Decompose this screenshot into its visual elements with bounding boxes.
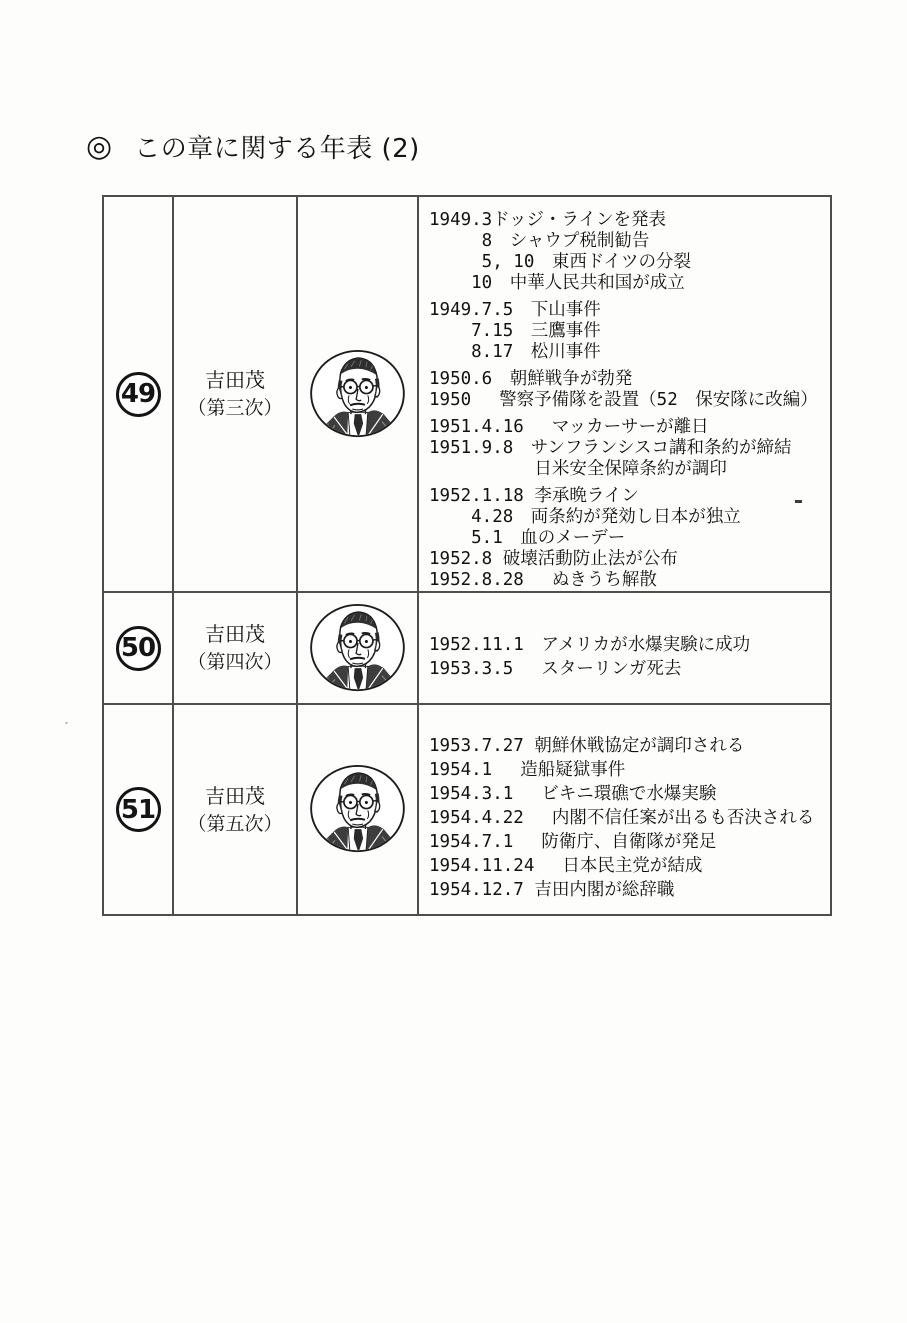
- event-line: 1951.9.8 サンフランシスコ講和条約が締結: [429, 438, 792, 458]
- cabinet-number-cell: [103, 592, 173, 704]
- event-line: 1951.4.16 マッカーサーが離日: [429, 417, 709, 437]
- timeline-table: [102, 195, 832, 916]
- event-line: 1953.3.5 スターリンガ死去: [429, 658, 682, 679]
- pm-portrait-cell: [297, 704, 418, 915]
- event-line: 1953.7.27 朝鮮休戦協定が調印される: [429, 736, 745, 756]
- event-line: 1950 警察予備隊を設置（52 保安隊に改編）: [429, 390, 818, 410]
- pm-name-cell: [173, 704, 297, 915]
- events-cell: [418, 196, 831, 592]
- events-cell: [418, 704, 831, 915]
- table-row: [103, 592, 831, 704]
- event-line: 日米安全保障条約が調印: [429, 459, 727, 479]
- page-title-text: この章に関する年表 (2): [134, 134, 420, 164]
- event-line: 5.1 血のメーデー: [429, 528, 626, 548]
- table-row: [103, 704, 831, 915]
- pm-portrait-cell: [297, 592, 418, 704]
- yoshida-shigeru-portrait: [306, 600, 409, 697]
- event-line: 1954.1 造船疑獄事件: [429, 760, 626, 780]
- event-line: 1952.8.28 ぬきうち解散: [429, 570, 657, 590]
- event-line: 1949.3ドッジ・ラインを発表: [429, 210, 666, 230]
- pm-name-cell: [173, 196, 297, 592]
- event-line: 1949.7.5 下山事件: [429, 300, 601, 320]
- event-line: 1954.7.1 防衛庁、自衛隊が発足: [429, 832, 717, 852]
- event-line: 5, 10 東西ドイツの分裂: [429, 252, 691, 272]
- pm-portrait-cell: [297, 196, 418, 592]
- event-list: [429, 734, 826, 902]
- pm-term: （第五次）: [187, 812, 283, 835]
- scan-artifact-dash: [795, 500, 802, 503]
- yoshida-shigeru-portrait: [306, 761, 409, 858]
- cabinet-number-badge: 51: [116, 787, 161, 832]
- pm-name: 吉田茂: [205, 368, 265, 392]
- event-line: 1952.8 破壊活動防止法が公布: [429, 549, 678, 569]
- cabinet-number-badge: 50: [116, 626, 161, 671]
- cabinet-number-cell: [103, 196, 173, 592]
- table-row: [103, 196, 831, 592]
- event-line: 1954.12.7 吉田内閣が総辞職: [429, 880, 675, 900]
- event-line: 1952.1.18 李承晩ライン: [429, 486, 639, 506]
- page-title: [86, 128, 420, 165]
- cabinet-number-badge: 49: [116, 372, 161, 417]
- event-line: 8 シャウプ税制勧告: [429, 231, 650, 251]
- event-list: [429, 210, 826, 591]
- yoshida-shigeru-portrait: [306, 346, 409, 443]
- events-cell: [418, 592, 831, 704]
- event-line: 1954.4.22 内閣不信任案が出るも否決される: [429, 808, 815, 828]
- pm-term: （第三次）: [187, 397, 283, 419]
- event-line: 1954.3.1 ビキニ環礁で水爆実験: [429, 784, 717, 804]
- event-line: 4.28 両条約が発効し日本が独立: [429, 507, 741, 527]
- pm-name: 吉田茂: [205, 622, 265, 646]
- double-circle-bullet-icon: ◎: [86, 128, 113, 164]
- pm-name: 吉田茂: [205, 783, 265, 808]
- event-line: 8.17 松川事件: [429, 342, 601, 362]
- event-list: [429, 633, 826, 681]
- event-line: 1952.11.1 アメリカが水爆実験に成功: [429, 634, 751, 655]
- pm-name-cell: [173, 592, 297, 704]
- event-line: 1950.6 朝鮮戦争が勃発: [429, 369, 633, 389]
- pm-term: （第四次）: [187, 651, 283, 673]
- event-line: 10 中華人民共和国が成立: [429, 273, 685, 293]
- event-line: 7.15 三鷹事件: [429, 321, 601, 341]
- event-line: 1954.11.24 日本民主党が結成: [429, 856, 703, 876]
- scan-artifact-speck: [65, 722, 68, 724]
- cabinet-number-cell: [103, 704, 173, 915]
